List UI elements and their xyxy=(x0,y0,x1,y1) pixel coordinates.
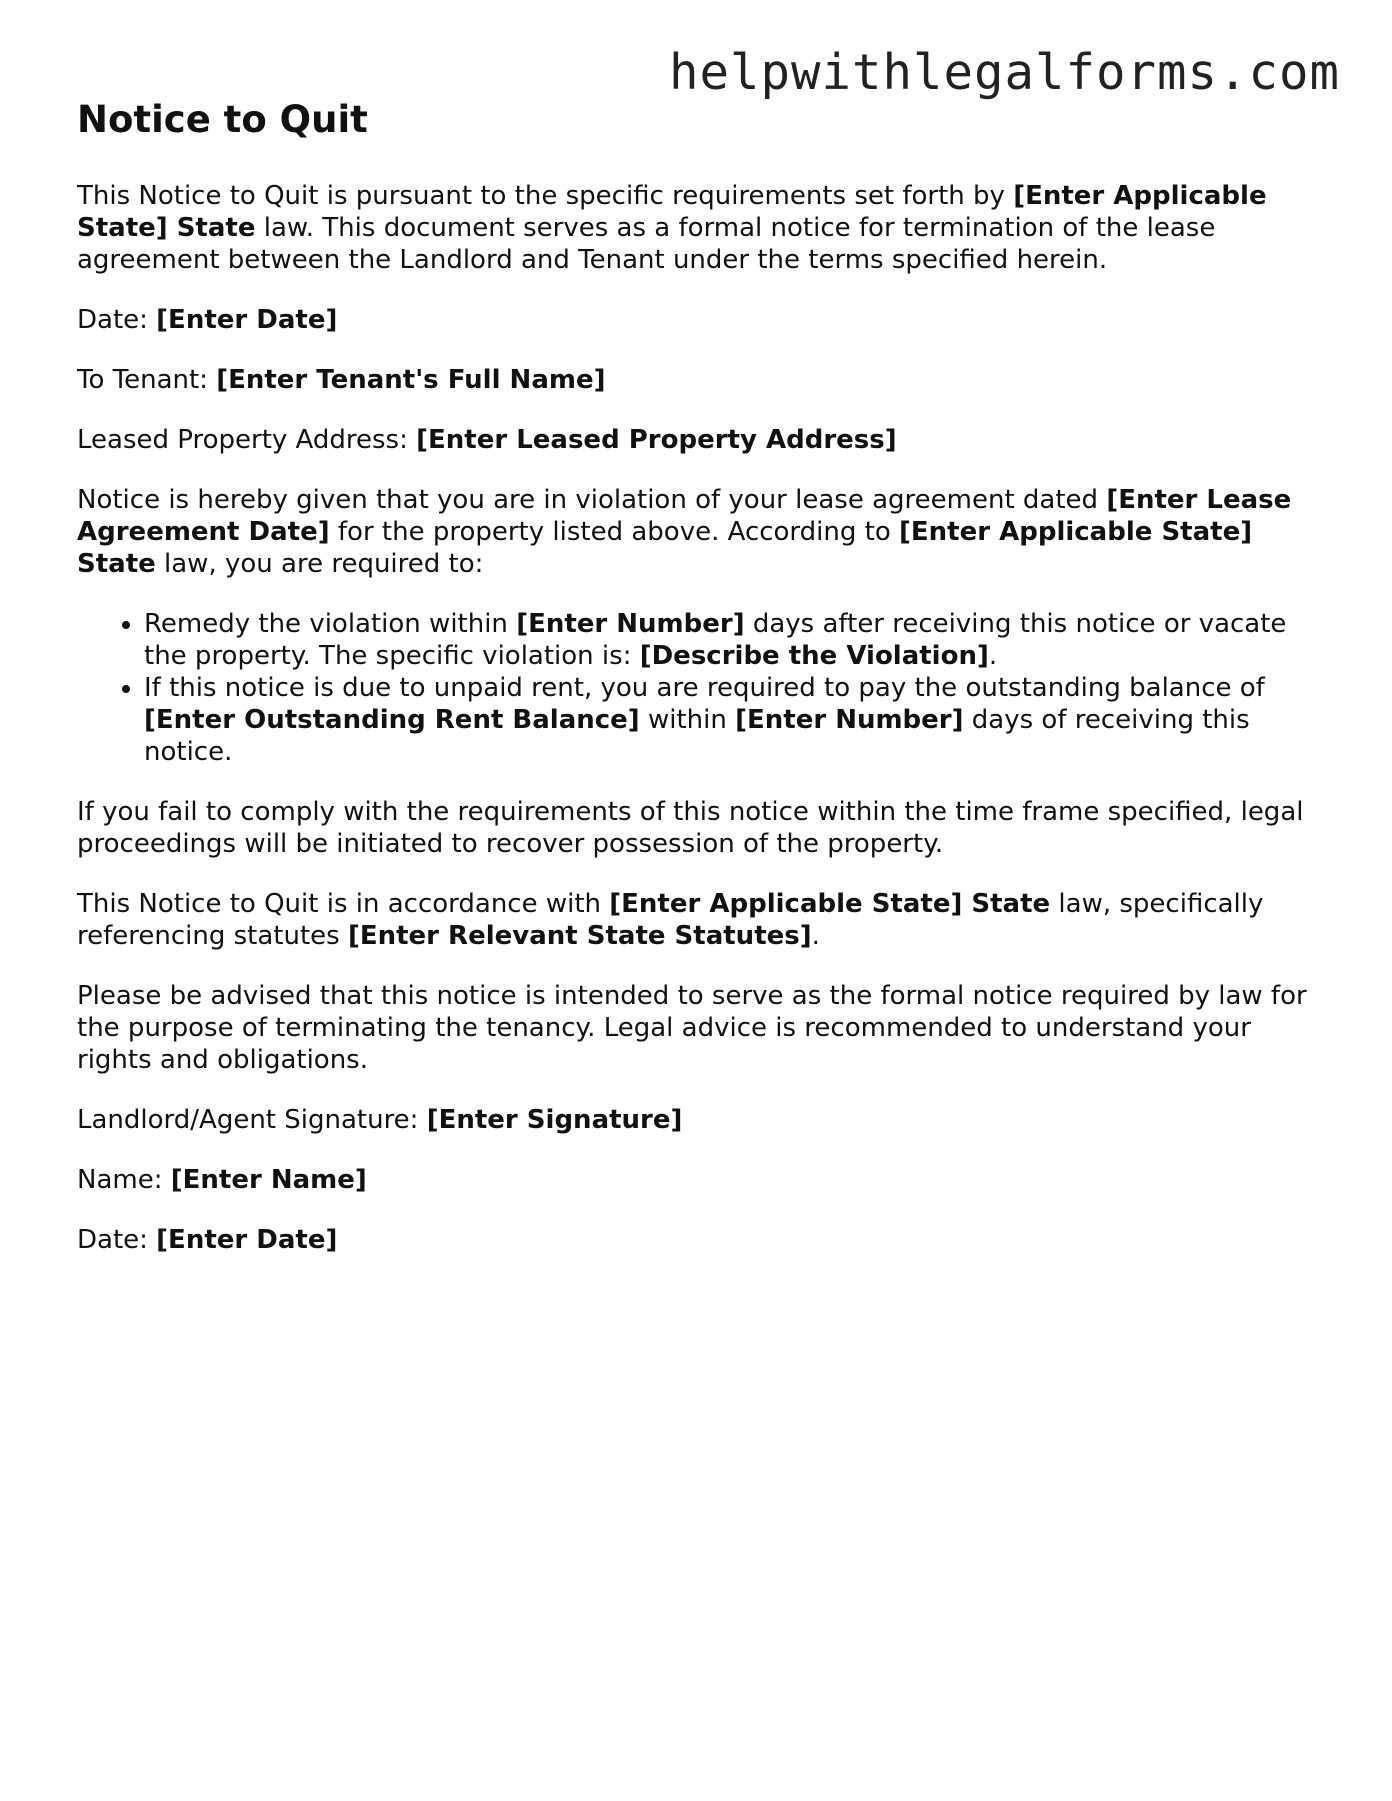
accordance-text-1: This Notice to Quit is in accordance with xyxy=(77,889,610,919)
accordance-state-placeholder: [Enter Applicable State] State xyxy=(609,889,1051,919)
violation-text-1: Notice is hereby given that you are in violation of your lease agreement dated xyxy=(77,485,1107,515)
violation-text-2: for the property listed above. According to xyxy=(329,517,900,547)
bullet-text: Remedy the violation within xyxy=(144,609,517,639)
accordance-text-3: . xyxy=(811,921,820,951)
statutes-placeholder: [Enter Relevant State Statutes] xyxy=(347,921,812,951)
violation-paragraph xyxy=(77,484,1327,580)
name-placeholder: [Enter Name] xyxy=(170,1165,367,1195)
document-body xyxy=(77,96,1327,1284)
tenant-line xyxy=(77,364,1327,396)
name-line xyxy=(77,1164,1327,1196)
bullet-text: within xyxy=(639,705,736,735)
intro-state-placeholder: [Enter Applicable State] State xyxy=(77,181,1267,243)
advice-paragraph: Please be advised that this notice is intended to serve as the formal notice required by law for the purpose of terminating the tenancy. Legal advice is recommended to understand your rights and obligations. xyxy=(77,981,1307,1075)
final-date-label: Date: xyxy=(77,1225,157,1255)
date-label: Date: xyxy=(77,305,157,335)
document-title: Notice to Quit xyxy=(77,98,368,141)
lease-date-placeholder: [Enter Lease Agreement Date] xyxy=(77,485,1292,547)
list-item xyxy=(144,672,1327,768)
name-label: Name: xyxy=(77,1165,171,1195)
tenant-label: To Tenant: xyxy=(77,365,217,395)
intro-paragraph xyxy=(77,180,1327,276)
signature-label: Landlord/Agent Signature: xyxy=(77,1105,427,1135)
final-date-line xyxy=(77,1224,1327,1256)
bullet-text: days after receiving this notice or vacate the property. The specific violation is: xyxy=(144,609,1287,671)
list-item xyxy=(144,608,1327,672)
accordance-text-2: law, specifically referencing statutes xyxy=(77,889,1264,951)
final-date-placeholder: [Enter Date] xyxy=(156,1225,338,1255)
address-placeholder: [Enter Leased Property Address] xyxy=(416,425,897,455)
date-line xyxy=(77,304,1327,336)
days-placeholder: [Enter Number] xyxy=(735,705,964,735)
days-placeholder: [Enter Number] xyxy=(516,609,745,639)
violation-state-placeholder: [Enter Applicable State] State xyxy=(77,517,1253,579)
signature-placeholder: [Enter Signature] xyxy=(426,1105,683,1135)
intro-text-2: law. This document serves as a formal notice for termination of the lease agreement between the Landlord and Tenant under the terms specified herein. xyxy=(77,213,1216,275)
bullet-text: days of receiving this notice. xyxy=(144,705,1250,767)
violation-text-3: law, you are required to: xyxy=(155,549,484,579)
address-label: Leased Property Address: xyxy=(77,425,417,455)
bullet-text: If this notice is due to unpaid rent, you are required to pay the outstanding balance of xyxy=(144,673,1265,703)
date-placeholder: [Enter Date] xyxy=(156,305,338,335)
watermark-text: helpwithlegalforms.com xyxy=(668,44,1340,101)
intro-text-1: This Notice to Quit is pursuant to the specific requirements set forth by xyxy=(77,181,1014,211)
fail-paragraph: If you fail to comply with the requirements of this notice within the time frame specified, legal proceedings will be initiated to recover possession of the property. xyxy=(77,797,1304,859)
address-line xyxy=(77,424,1327,456)
requirements-list xyxy=(77,608,1327,768)
tenant-placeholder: [Enter Tenant's Full Name] xyxy=(216,365,606,395)
bullet-text: . xyxy=(988,641,998,671)
rent-balance-placeholder: [Enter Outstanding Rent Balance] xyxy=(144,705,640,735)
violation-description-placeholder: [Describe the Violation] xyxy=(639,641,989,671)
signature-line xyxy=(77,1104,1327,1136)
accordance-paragraph xyxy=(77,888,1327,952)
